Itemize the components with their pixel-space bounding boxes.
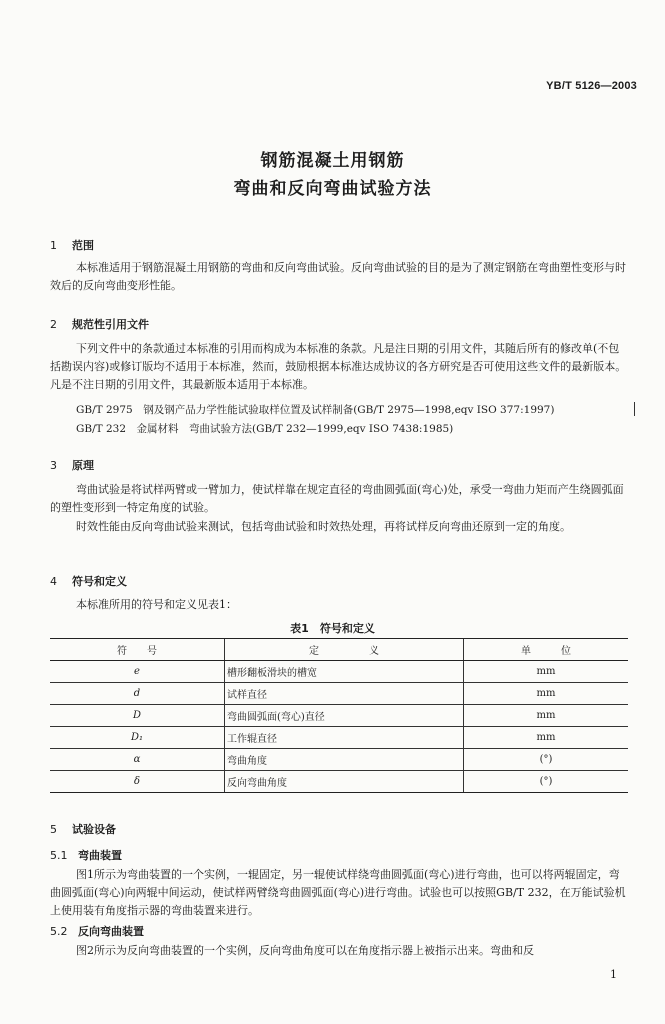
unit-cell: mm: [464, 683, 629, 705]
section-number: 3: [50, 459, 57, 472]
section-title: 反向弯曲装置: [78, 925, 144, 938]
header-unit: 单 位: [464, 639, 629, 661]
section-title: 试验设备: [72, 823, 116, 836]
section-3-paragraph-1: 弯曲试验是将试样两臂或一臂加力，使试样靠在规定直径的弯曲圆弧面(弯心)处，承受一弯曲力矩而产生绕圆弧面的塑性变形到一特定角度的试验。: [50, 483, 624, 514]
section-5-1-paragraph: 图1所示为弯曲装置的一个实例，一辊固定，另一辊使试样绕弯曲圆弧面(弯心)进行弯曲，也可以将两辊固定，弯曲圆弧面(弯心)向两辊中间运动，使试样两臂绕弯曲圆弧面(弯心)进行弯曲。试验也可以按照GB/T 232，在万能试验机上使用装有角度指示器的弯曲装置来进行。: [50, 868, 626, 917]
section-3-paragraph-2: 时效性能由反向弯曲试验来测试，包括弯曲试验和时效热处理，再将试样反向弯曲还原到一定的角度。: [76, 520, 571, 533]
section-number: 5.1: [50, 849, 68, 862]
section-2-heading: [50, 316, 149, 332]
definition-cell: 槽形翻板滑块的槽宽: [225, 661, 464, 683]
section-title: 范围: [72, 239, 94, 252]
section-5-2-heading: [50, 923, 144, 939]
section-title: 符号和定义: [72, 575, 127, 588]
section-5-2-paragraph: 图2所示为反向弯曲装置的一个实例，反向弯曲角度可以在角度指示器上被指示出来。弯曲和反: [76, 944, 534, 957]
section-number: 5: [50, 823, 57, 836]
section-5-heading: [50, 821, 116, 837]
section-title: 规范性引用文件: [72, 318, 149, 331]
table-header-row: [50, 639, 628, 661]
table-row: [50, 771, 628, 793]
table-row: [50, 749, 628, 771]
section-3-heading: [50, 457, 94, 473]
section-number: 5.2: [50, 925, 68, 938]
section-number: 1: [50, 239, 57, 252]
section-1-paragraph: 本标准适用于钢筋混凝土用钢筋的弯曲和反向弯曲试验。反向弯曲试验的目的是为了测定钢筋在弯曲塑性变形与时效后的反向弯曲变形性能。: [50, 261, 626, 292]
definition-cell: 弯曲圆弧面(弯心)直径: [225, 705, 464, 727]
header-definition: 定 义: [225, 639, 464, 661]
standard-code-header: YB/T 5126—2003: [546, 80, 637, 92]
section-title: 弯曲装置: [78, 849, 122, 862]
section-4-heading: [50, 573, 127, 589]
symbol-cell: e: [50, 661, 225, 683]
title-line-2: 弯曲和反向弯曲试验方法: [233, 179, 432, 199]
definition-cell: 反向弯曲角度: [225, 771, 464, 793]
reference-gbt-2975: GB/T 2975 钢及钢产品力学性能试验取样位置及试样制备(GB/T 2975—1998,eqv ISO 377:1997): [76, 404, 555, 416]
symbol-cell: δ: [50, 771, 225, 793]
symbol-cell: d: [50, 683, 225, 705]
unit-cell: (°): [464, 749, 629, 771]
section-number: 2: [50, 318, 57, 331]
table-caption: 表1 符号和定义: [290, 622, 375, 635]
unit-cell: mm: [464, 661, 629, 683]
margin-bar: [634, 402, 635, 416]
table-row: [50, 705, 628, 727]
section-number: 4: [50, 575, 57, 588]
unit-cell: mm: [464, 705, 629, 727]
symbol-cell: α: [50, 749, 225, 771]
reference-gbt-232: GB/T 232 金属材料 弯曲试验方法(GB/T 232—1999,eqv ISO 7438:1985): [76, 423, 454, 435]
header-symbol: 符 号: [50, 639, 225, 661]
section-4-paragraph: 本标准所用的符号和定义见表1：: [76, 598, 237, 611]
table-row: [50, 683, 628, 705]
section-5-1-heading: [50, 847, 122, 863]
symbols-table: [50, 638, 628, 793]
page-number: 1: [610, 968, 617, 981]
symbol-cell: D: [50, 705, 225, 727]
section-2-paragraph: 下列文件中的条款通过本标准的引用而构成为本标准的条款。凡是注日期的引用文件，其随后所有的修改单(不包括勘误内容)或修订版均不适用于本标准，然而，鼓励根据本标准达成协议的各方研究是否可使用这些文件的最新版本。凡是不注日期的引用文件，其最新版本适用于本标准。: [50, 342, 627, 391]
symbol-cell: D₁: [50, 727, 225, 749]
table-row: [50, 661, 628, 683]
table-row: [50, 727, 628, 749]
section-1-heading: [50, 237, 94, 253]
unit-cell: mm: [464, 727, 629, 749]
section-title: 原理: [72, 459, 94, 472]
definition-cell: 工作辊直径: [225, 727, 464, 749]
unit-cell: (°): [464, 771, 629, 793]
title-line-1: 钢筋混凝土用钢筋: [260, 151, 405, 171]
definition-cell: 弯曲角度: [225, 749, 464, 771]
definition-cell: 试样直径: [225, 683, 464, 705]
